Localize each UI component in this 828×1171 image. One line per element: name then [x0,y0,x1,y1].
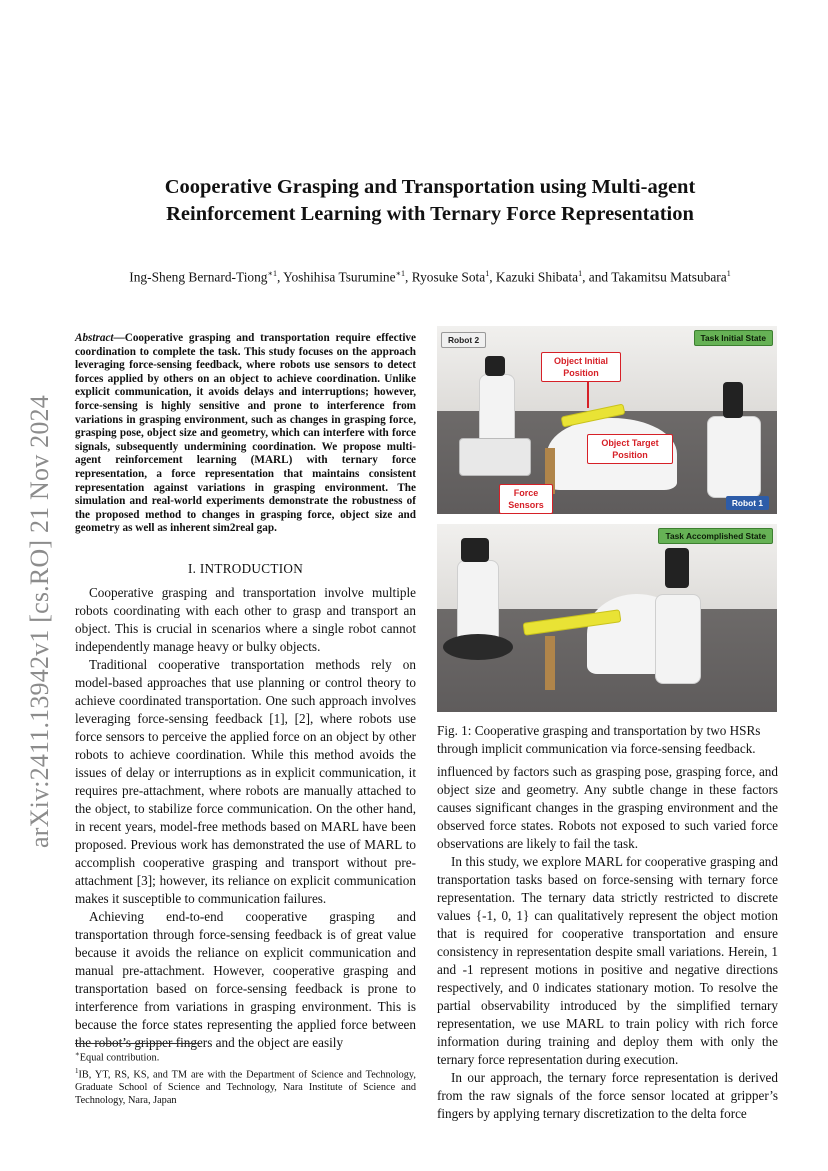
footnote-mark: ∗ [75,1050,80,1058]
author-list: Ing-Sheng Bernard-Tiong$^{∗1}$, Yoshihisa Tsurumine$^{∗1}$, Ryosuke Sota$^1$, Kazuki Shibata$^1$, and Takamitsu Matsubara$^1$ [129,269,731,285]
body-paragraph: Traditional cooperative transportation methods rely on model-based approaches that use planning or control theory to achieve coordinated transportation. One such approach involves leveraging force-sensing feedback [1], [2], where robots use force sensors to perceive the applied force on an object by other robots to achieve coordination. While this method avoids the issues of delay or interruptions as in explicit communication, it requires pre-attachment, where robots are manually attached to the object, to stabilize force communication. On the other hand, in recent years, model-free methods based on MARL have been proposed. Previous work has demonstrated the use of MARL to accomplish cooperative grasping and transport without pre-attachment [3]; however, its reliance on explicit communication makes it susceptible to communication failures. [75,657,416,906]
author-affiliation-mark: 1 [726,269,731,278]
author-affiliation-mark: 1 [578,269,583,278]
body-paragraph: In our approach, the ternary force representation is derived from the raw signals of the force sensor located at gripper’s fingers by applying ternary discretization to the delta force [437,1070,778,1121]
body-paragraph: influenced by factors such as grasping pose, grasping force, and object size and geometry. Any subtle change in these factors causes significant changes in the grasping environment and the observed force states. Robots not exposed to such varied force observations are likely to fail the task. [437,764,778,851]
photo-gripper-closeup [459,438,531,476]
author-conjunction: and [588,269,609,285]
paper-title [80,174,780,228]
body-paragraph: Achieving end-to-end cooperative grasping and transportation through force-sensing feedback is of great value because it avoids the reliance on explicit communication and manual pre-attachment. However, cooperative grasping and transportation based on force-sensing feedback is prone to interference from variations in grasping environment. This is because the force states representing the applied force between the robot’s gripper fingers and the object are easily [75,909,416,1050]
figure-photo-accomplished-state [437,524,777,712]
author-name: Ing-Sheng Bernard-Tiong [129,269,268,285]
photo-robot-1-body [655,594,701,684]
footnote-affiliation [75,1065,416,1107]
abstract-text: Cooperative grasping and transportation require effective coordination to complete the task. This study focuses on the approach leveraging force-sensing feedback, where robots use sensors to detect forces applied by others on an object to achieve coordination. Unlike explicit communication, it avoids delays and interruptions; however, force-sensing is highly sensitive and prone to interference from variations in grasping environment, such as changes in grasping force, grasping pose, object size and geometry, which can interfere with force signals, subsequently undermining coordination. We propose multi-agent reinforcement learning (MARL) with ternary force representation, a force representation that maintains consistent representation against variations in grasping environment. The simulation and real-world experiments demonstrate the robustness of the proposed method to changes in grasping force, object size and geometry as well as inherent sim2real gap. [75,332,416,535]
title-line-1: Cooperative Grasping and Transportation using Multi-agent [164,176,696,198]
footnote-equal-contribution [75,1048,416,1065]
label-task-initial-state: Task Initial State [694,330,773,346]
label-robot-2: Robot 2 [441,332,486,348]
photo-robot-2-head [461,538,489,562]
footnote-text: IB, YT, RS, KS, and TM are with the Department of Science and Technology, Graduate School of Science and Technology, Nara Institute of Science and Technology, Nara, Japan [75,1069,416,1106]
footnote-mark: 1 [75,1067,79,1076]
photo-robot-1-body [707,416,761,498]
author-name: Yoshihisa Tsurumine [283,269,396,285]
footnote-text: Equal contribution. [79,1052,160,1064]
arrow-object-initial [587,382,589,408]
abstract-dash: — [113,332,125,344]
body-paragraph: Cooperative grasping and transportation involve multiple robots coordinating with each other to grasp and transport an object. This is crucial in scenarios where a single robot cannot independently manage heavy or bulky objects. [75,585,416,654]
arxiv-identifier: arXiv:2411.13942v1 [cs.RO] 21 Nov 2024 [25,395,54,848]
section-heading-introduction: I. INTRODUCTION [187,561,304,576]
photo-robot-2-base [443,634,513,660]
right-column-body [437,763,778,1123]
author-name: Ryosuke Sota [411,269,486,285]
photo-robot-1-head [723,382,743,418]
author-affiliation-mark: 1 [485,269,490,278]
abstract-label: Abstract [75,332,114,344]
figure-photo-initial-state [437,326,777,514]
footnote-rule [75,1043,200,1044]
left-column-body [75,584,416,1052]
label-robot-1: Robot 1 [726,496,769,510]
photo-target-stand [545,636,555,690]
label-task-accomplished-state: Task Accomplished State [658,528,773,544]
callout-force-sensors: Force Sensors [499,484,553,514]
figure-caption: Fig. 1: Cooperative grasping and transportation by two HSRs through implicit communication via force-sensing feedback. [437,723,761,756]
abstract [75,332,416,536]
photo-robot-1-head [665,548,689,588]
body-paragraph: In this study, we explore MARL for cooperative grasping and transportation tasks based on force-sensing with ternary force representation. The ternary data strictly restricted to discrete values {-1, 0, 1} can qualitatively represent the object motion that is required for cooperative transportation and ensure consistency in representation despite small variations. Herein, 1 and -1 represent motions in positive and negative directions respectively, and 0 indicates stationary motion. To resolve the partial observability introduced by the simplified ternary representation, we use MARL to train policy with rich force information during training and deploy them with only the ternary force representation during execution. [437,854,778,1067]
footnotes [75,1043,416,1107]
author-affiliation-mark: ∗1 [267,269,277,278]
callout-object-target-position: Object Target Position [587,434,673,464]
author-name: Kazuki Shibata [495,269,579,285]
figure-1 [437,326,777,758]
author-name: Takamitsu Matsubara [611,269,727,285]
author-affiliation-mark: ∗1 [395,269,405,278]
callout-object-initial-position: Object Initial Position [541,352,621,382]
title-line-2: Reinforcement Learning with Ternary Force Representation [166,203,694,225]
photo-robot-2-head [485,356,505,376]
